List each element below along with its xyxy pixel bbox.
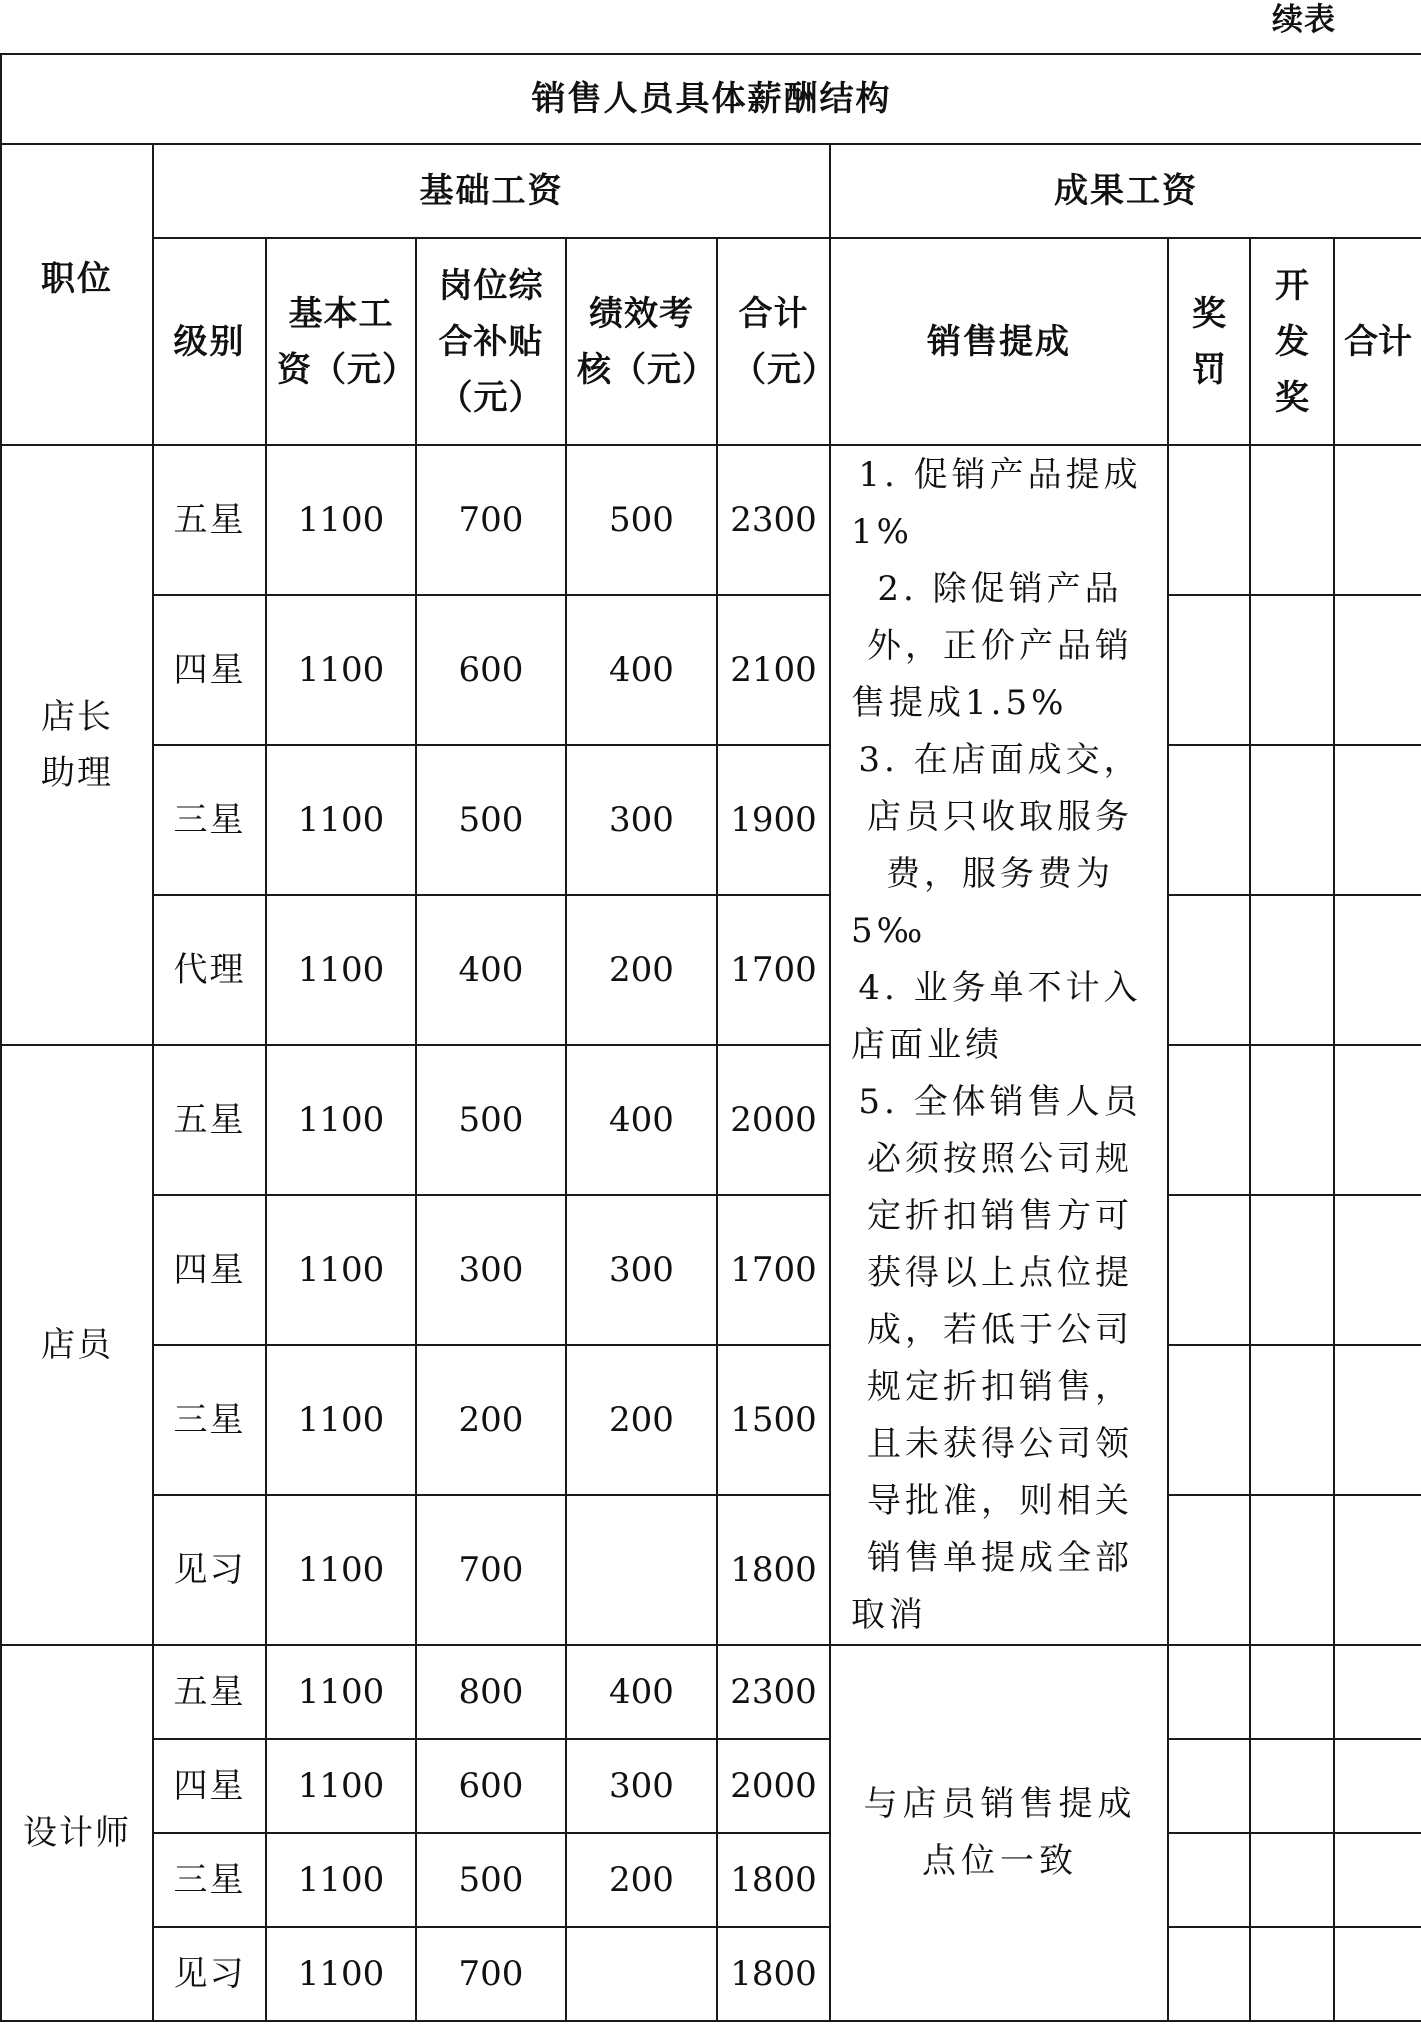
header-development-bonus: 开发奖 xyxy=(1250,238,1334,445)
result-total-cell xyxy=(1334,895,1421,1045)
allowance-cell: 800 xyxy=(416,1645,566,1739)
level-cell: 四星 xyxy=(153,595,266,745)
performance-cell: 400 xyxy=(566,595,717,745)
base-total-cell: 1800 xyxy=(717,1495,830,1645)
base-total-cell: 2300 xyxy=(717,1645,830,1739)
base-salary-cell: 1100 xyxy=(266,445,416,595)
allowance-cell: 300 xyxy=(416,1195,566,1345)
development-bonus-cell xyxy=(1250,1645,1334,1739)
table-row xyxy=(1,1833,1421,1927)
development-bonus-cell xyxy=(1250,1195,1334,1345)
allowance-cell: 600 xyxy=(416,1739,566,1833)
level-cell: 五星 xyxy=(153,445,266,595)
result-total-cell xyxy=(1334,1645,1421,1739)
base-salary-cell: 1100 xyxy=(266,1195,416,1345)
allowance-cell: 700 xyxy=(416,1495,566,1645)
base-total-cell: 2000 xyxy=(717,1045,830,1195)
development-bonus-cell xyxy=(1250,895,1334,1045)
table-row xyxy=(1,1739,1421,1833)
development-bonus-cell xyxy=(1250,1833,1334,1927)
header-row-groups xyxy=(1,144,1421,238)
base-total-cell: 1700 xyxy=(717,1195,830,1345)
base-total-cell: 1900 xyxy=(717,745,830,895)
allowance-cell: 500 xyxy=(416,1045,566,1195)
level-cell: 五星 xyxy=(153,1645,266,1739)
table-row xyxy=(1,595,1421,745)
reward-penalty-cell xyxy=(1168,1045,1250,1195)
table-row xyxy=(1,1495,1421,1645)
result-total-cell xyxy=(1334,595,1421,745)
table-row xyxy=(1,445,1421,595)
development-bonus-cell xyxy=(1250,1739,1334,1833)
position-cell: 店员 xyxy=(1,1045,153,1645)
result-total-cell xyxy=(1334,1927,1421,2021)
reward-penalty-cell xyxy=(1168,595,1250,745)
reward-penalty-cell xyxy=(1168,1833,1250,1927)
result-total-cell xyxy=(1334,1833,1421,1927)
table-row xyxy=(1,745,1421,895)
base-total-cell: 2100 xyxy=(717,595,830,745)
performance-cell: 400 xyxy=(566,1045,717,1195)
header-reward-penalty: 奖罚 xyxy=(1168,238,1250,445)
level-cell: 四星 xyxy=(153,1195,266,1345)
base-salary-cell: 1100 xyxy=(266,1927,416,2021)
level-cell: 四星 xyxy=(153,1739,266,1833)
position-cell: 设计师 xyxy=(1,1645,153,2021)
performance-cell: 400 xyxy=(566,1645,717,1739)
reward-penalty-cell xyxy=(1168,745,1250,895)
level-cell: 代理 xyxy=(153,895,266,1045)
header-level: 级别 xyxy=(153,238,266,445)
level-cell: 三星 xyxy=(153,745,266,895)
reward-penalty-cell xyxy=(1168,1927,1250,2021)
level-cell: 见习 xyxy=(153,1927,266,2021)
table-row xyxy=(1,1045,1421,1195)
allowance-cell: 500 xyxy=(416,745,566,895)
development-bonus-cell xyxy=(1250,745,1334,895)
reward-penalty-cell xyxy=(1168,1195,1250,1345)
result-total-cell xyxy=(1334,1045,1421,1195)
header-base-salary: 基本工资（元） xyxy=(266,238,416,445)
base-salary-cell: 1100 xyxy=(266,1645,416,1739)
allowance-cell: 200 xyxy=(416,1345,566,1495)
base-salary-cell: 1100 xyxy=(266,595,416,745)
designer-commission-note: 与店员销售提成点位一致 xyxy=(830,1645,1168,2021)
base-total-cell: 1800 xyxy=(717,1833,830,1927)
performance-cell: 300 xyxy=(566,1195,717,1345)
salary-structure-table xyxy=(0,53,1421,2022)
table-title: 销售人员具体薪酬结构 xyxy=(1,54,1421,144)
performance-cell: 500 xyxy=(566,445,717,595)
development-bonus-cell xyxy=(1250,1927,1334,2021)
result-total-cell xyxy=(1334,1495,1421,1645)
level-cell: 三星 xyxy=(153,1345,266,1495)
header-performance: 绩效考核（元） xyxy=(566,238,717,445)
reward-penalty-cell xyxy=(1168,895,1250,1045)
development-bonus-cell xyxy=(1250,1495,1334,1645)
base-salary-cell: 1100 xyxy=(266,1045,416,1195)
reward-penalty-cell xyxy=(1168,1495,1250,1645)
base-total-cell: 1800 xyxy=(717,1927,830,2021)
performance-cell: 200 xyxy=(566,895,717,1045)
allowance-cell: 400 xyxy=(416,895,566,1045)
base-total-cell: 1500 xyxy=(717,1345,830,1495)
performance-cell: 200 xyxy=(566,1345,717,1495)
result-total-cell xyxy=(1334,1739,1421,1833)
level-cell: 见习 xyxy=(153,1495,266,1645)
header-allowance: 岗位综合补贴（元） xyxy=(416,238,566,445)
reward-penalty-cell xyxy=(1168,445,1250,595)
performance-cell: 200 xyxy=(566,1833,717,1927)
reward-penalty-cell xyxy=(1168,1645,1250,1739)
development-bonus-cell xyxy=(1250,595,1334,745)
reward-penalty-cell xyxy=(1168,1739,1250,1833)
base-salary-cell: 1100 xyxy=(266,1739,416,1833)
header-result-pay-group: 成果工资 xyxy=(830,144,1421,238)
continued-label: 续表 xyxy=(1272,2,1336,38)
table-row xyxy=(1,1195,1421,1345)
development-bonus-cell xyxy=(1250,1045,1334,1195)
header-base-total: 合计（元） xyxy=(717,238,830,445)
base-total-cell: 2000 xyxy=(717,1739,830,1833)
result-total-cell xyxy=(1334,1195,1421,1345)
header-row-columns xyxy=(1,238,1421,445)
base-total-cell: 2300 xyxy=(717,445,830,595)
header-position: 职位 xyxy=(1,144,153,445)
performance-cell: 300 xyxy=(566,1739,717,1833)
performance-cell xyxy=(566,1495,717,1645)
reward-penalty-cell xyxy=(1168,1345,1250,1495)
table-row xyxy=(1,1645,1421,1739)
base-salary-cell: 1100 xyxy=(266,895,416,1045)
table-row xyxy=(1,1345,1421,1495)
result-total-cell xyxy=(1334,745,1421,895)
header-commission: 销售提成 xyxy=(830,238,1168,445)
result-total-cell xyxy=(1334,1345,1421,1495)
result-total-cell xyxy=(1334,445,1421,595)
performance-cell xyxy=(566,1927,717,2021)
development-bonus-cell xyxy=(1250,1345,1334,1495)
level-cell: 五星 xyxy=(153,1045,266,1195)
allowance-cell: 500 xyxy=(416,1833,566,1927)
commission-rules-note: 1. 促销产品提成1% 2. 除促销产品外，正价产品销售提成1.5% 3. 在店面成交，店员只收取服务费，服务费为5‰ 4. 业务单不计入店面业绩 5. 全体销售人员必须按照公司规定折扣销售方可获得以上点位提成，若低于公司规定折扣销售，且未获得公司领导批准，则相关销售单提成全部取消 xyxy=(830,445,1168,1645)
allowance-cell: 700 xyxy=(416,1927,566,2021)
allowance-cell: 700 xyxy=(416,445,566,595)
base-total-cell: 1700 xyxy=(717,895,830,1045)
performance-cell: 300 xyxy=(566,745,717,895)
development-bonus-cell xyxy=(1250,445,1334,595)
header-result-total: 合计 xyxy=(1334,238,1421,445)
table-row xyxy=(1,1927,1421,2021)
table-title-row xyxy=(1,54,1421,144)
allowance-cell: 600 xyxy=(416,595,566,745)
table-row xyxy=(1,895,1421,1045)
position-cell: 店长助理 xyxy=(1,445,153,1045)
header-base-pay-group: 基础工资 xyxy=(153,144,830,238)
base-salary-cell: 1100 xyxy=(266,745,416,895)
base-salary-cell: 1100 xyxy=(266,1345,416,1495)
level-cell: 三星 xyxy=(153,1833,266,1927)
base-salary-cell: 1100 xyxy=(266,1495,416,1645)
base-salary-cell: 1100 xyxy=(266,1833,416,1927)
